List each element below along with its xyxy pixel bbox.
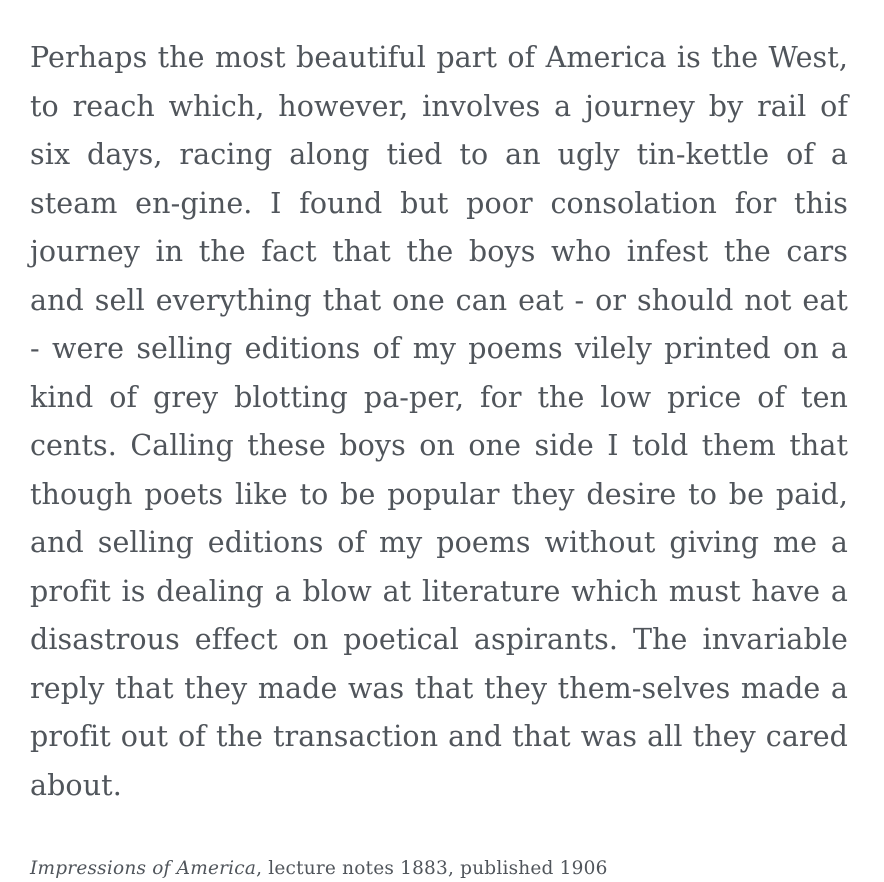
attribution-work-title: Impressions of America [30,858,257,879]
attribution-line [30,856,848,882]
attribution-details: , lecture notes 1883, published 1906 [256,858,608,879]
quote-paragraph: Perhaps the most beautiful part of America is the West, to reach which, however, involves a journey by rail of six days, racing along tied to an ugly tin-kettle of a steam en-gine. I found but poor consolation for this journey in the fact that the boys who infest the cars and sell everything that one can eat - or should not eat - were selling editions of my poems vilely printed on a kind of grey blotting pa-per, for the low price of ten cents. Calling these boys on one side I told them that though poets like to be popular they desire to be paid, and selling editions of my poems without giving me a profit is dealing a blow at literature which must have a disastrous effect on poetical aspirants. The invariable reply that they made was that they them-selves made a profit out of the transaction and that was all they cared about. [30,41,848,802]
